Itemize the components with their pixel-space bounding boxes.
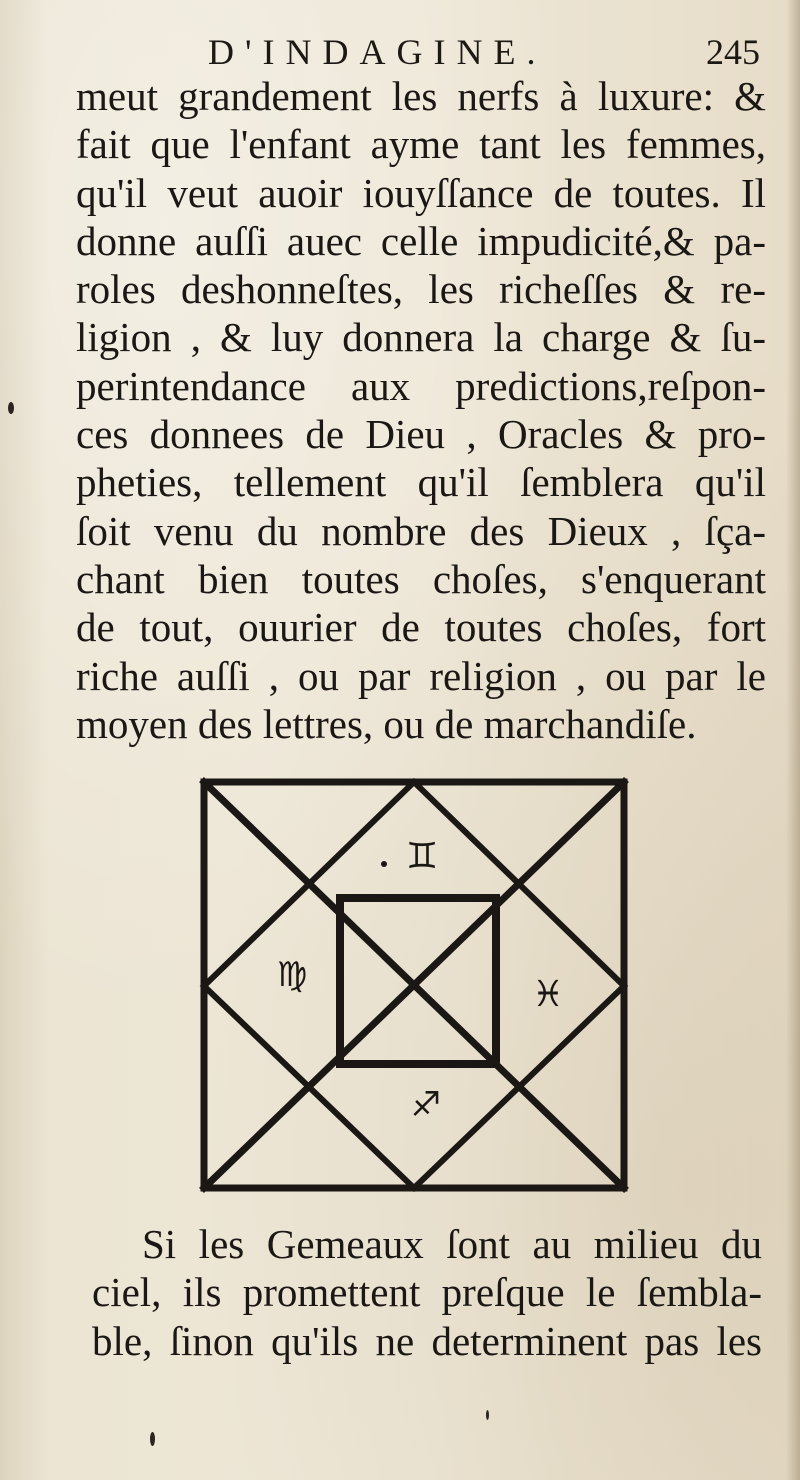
dot-mark — [412, 984, 416, 988]
horoscope-diagram — [198, 776, 632, 1196]
text-line: roles deshonneſtes, les richeſſes & re- — [76, 266, 766, 313]
horoscope-square-figure — [198, 776, 632, 1196]
text-line: qu'il veut auoir iouyſſance de toutes. Il — [76, 169, 766, 216]
virgo-sign: ♍ — [276, 955, 308, 995]
gemini-sign: ♊ — [405, 836, 439, 877]
page-edge-shadow — [786, 0, 800, 1480]
text-line: donne auſſi auec celle impudicité,& pa- — [76, 217, 766, 264]
text-line: meut grandement les nerfs à luxure: & — [76, 73, 766, 119]
paragraph-2 — [92, 1220, 762, 1365]
text-line: pheties, tellement qu'il ſemblera qu'il — [76, 459, 766, 506]
text-line: ble, ſinon qu'ils ne determinent pas les — [92, 1317, 762, 1364]
sagittarius-sign: ♐ — [410, 1085, 442, 1125]
running-head: D'INDAGINE. — [208, 32, 547, 72]
page-number: 245 — [706, 32, 760, 72]
text-line: ſoit venu du nombre des Dieux , ſça- — [76, 507, 766, 554]
ink-speck — [486, 1410, 489, 1420]
ink-speck — [8, 402, 14, 414]
paragraph-1 — [76, 72, 766, 748]
text-line: Si les Gemeaux ſont au milieu du — [142, 1221, 762, 1267]
text-line: chant bien toutes choſes, s'enquerant — [76, 555, 766, 602]
dot-mark — [381, 861, 387, 867]
text-line: riche auſſi , ou par religion , ou par le — [76, 652, 766, 699]
text-line: perintendance aux predictions,reſpon- — [76, 362, 766, 409]
pisces-sign: ♓ — [531, 974, 565, 1015]
text-line: ces donnees de Dieu , Oracles & pro- — [76, 411, 766, 458]
text-line: moyen des lettres, ou de marchandiſe. — [76, 700, 697, 747]
text-line: ligion , & luy donnera la charge & ſu- — [76, 314, 766, 361]
ink-speck — [150, 1432, 155, 1446]
page-header — [150, 26, 760, 78]
text-line: de tout, ouurier de toutes choſes, fort — [76, 604, 766, 651]
text-line: fait que l'enfant ayme tant les femmes, — [76, 121, 766, 168]
text-line: ciel, ils promettent preſque le ſembla- — [92, 1269, 762, 1316]
